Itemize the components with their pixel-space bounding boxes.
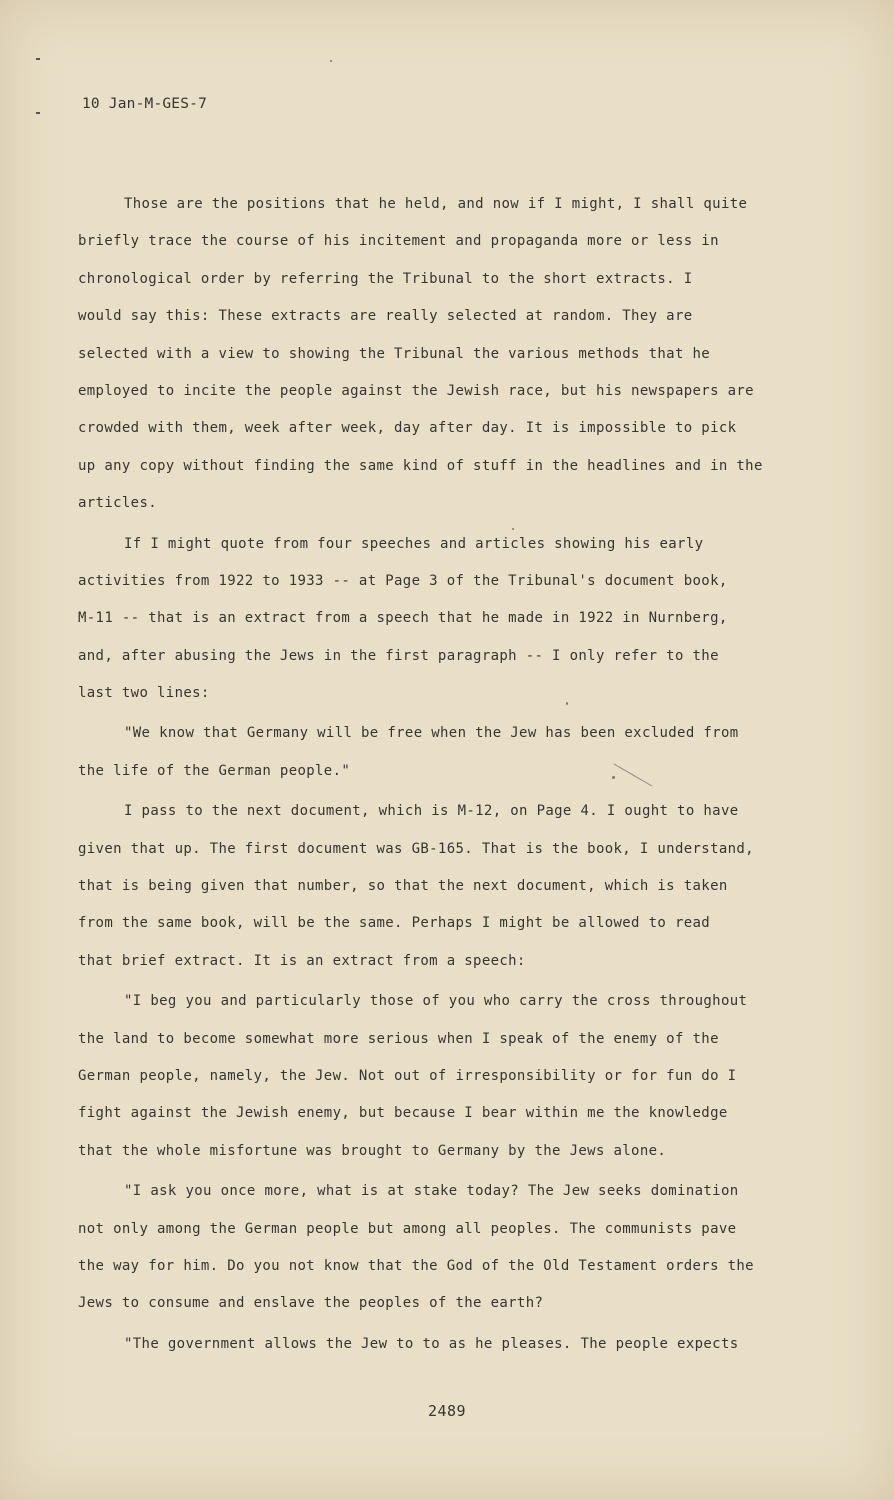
text-line: the way for him. Do you not know that the God of the Old Testament orders the <box>78 1257 754 1274</box>
text-line: that is being given that number, so that the next document, which is taken <box>78 878 728 895</box>
text-line: briefly trace the course of his incitement and propaganda more or less in <box>78 233 719 250</box>
text-line: "We know that Germany will be free when the Jew has been excluded from <box>124 725 739 742</box>
text-line: that the whole misfortune was brought to Germany by the Jews alone. <box>78 1142 667 1159</box>
paragraph <box>68 793 838 980</box>
page-number: 2489 <box>427 1402 467 1420</box>
text-line: articles. <box>78 495 158 512</box>
paragraph <box>68 526 838 713</box>
text-line: from the same book, will be the same. Perhaps I might be allowed to read <box>78 915 711 932</box>
text-line: selected with a view to showing the Tribunal the various methods that he <box>78 345 711 362</box>
text-line: I pass to the next document, which is M-12, on Page 4. I ought to have <box>124 803 739 820</box>
paragraph <box>68 186 838 523</box>
text-line: If I might quote from four speeches and articles showing his early <box>124 535 704 552</box>
ink-speck <box>512 528 514 530</box>
text-line: "The government allows the Jew to to as he pleases. The people expects <box>124 1335 739 1352</box>
text-line: last two lines: <box>78 685 210 702</box>
text-line: and, after abusing the Jews in the first paragraph -- I only refer to the <box>78 647 719 664</box>
text-line: chronological order by referring the Tribunal to the short extracts. I <box>78 270 693 287</box>
quoted-paragraph <box>68 1326 838 1363</box>
text-line: the land to become somewhat more serious when I speak of the enemy of the <box>78 1030 719 1047</box>
text-line: up any copy without finding the same kind of stuff in the headlines and in the <box>78 457 763 474</box>
text-line: not only among the German people but among all peoples. The communists pave <box>78 1220 737 1237</box>
text-line: M-11 -- that is an extract from a speech that he made in 1922 in Nurnberg, <box>78 610 728 627</box>
text-line: activities from 1922 to 1933 -- at Page 3 of the Tribunal's document book, <box>78 572 728 589</box>
ink-speck <box>612 776 615 779</box>
quoted-paragraph <box>68 983 838 1170</box>
text-line: the life of the German people." <box>78 762 351 779</box>
text-line: fight against the Jewish enemy, but because I bear within me the knowledge <box>78 1105 728 1122</box>
quoted-paragraph <box>68 715 838 790</box>
ink-speck <box>330 60 332 62</box>
text-line: "I ask you once more, what is at stake today? The Jew seeks domination <box>124 1183 739 1200</box>
text-line: Those are the positions that he held, and now if I might, I shall quite <box>124 196 748 212</box>
text-line: given that up. The first document was GB-165. That is the book, I understand, <box>78 840 754 857</box>
document-header-code: 10 Jan-M-GES-7 <box>82 96 208 112</box>
pencil-mark <box>612 760 658 790</box>
text-line: that brief extract. It is an extract from a speech: <box>78 952 526 969</box>
ink-speck <box>566 702 568 705</box>
quoted-paragraph <box>68 1173 838 1323</box>
margin-mark <box>36 112 40 114</box>
text-line: would say this: These extracts are really selected at random. They are <box>78 308 693 325</box>
text-line: "I beg you and particularly those of you who carry the cross throughout <box>124 993 748 1010</box>
text-line: German people, namely, the Jew. Not out of irresponsibility or for fun do I <box>78 1067 737 1084</box>
margin-mark <box>36 58 40 60</box>
text-line: Jews to consume and enslave the peoples of the earth? <box>78 1295 544 1312</box>
text-line: employed to incite the people against the Jewish race, but his newspapers are <box>78 382 754 399</box>
document-body <box>68 186 838 1366</box>
text-line: crowded with them, week after week, day after day. It is impossible to pick <box>78 420 737 437</box>
